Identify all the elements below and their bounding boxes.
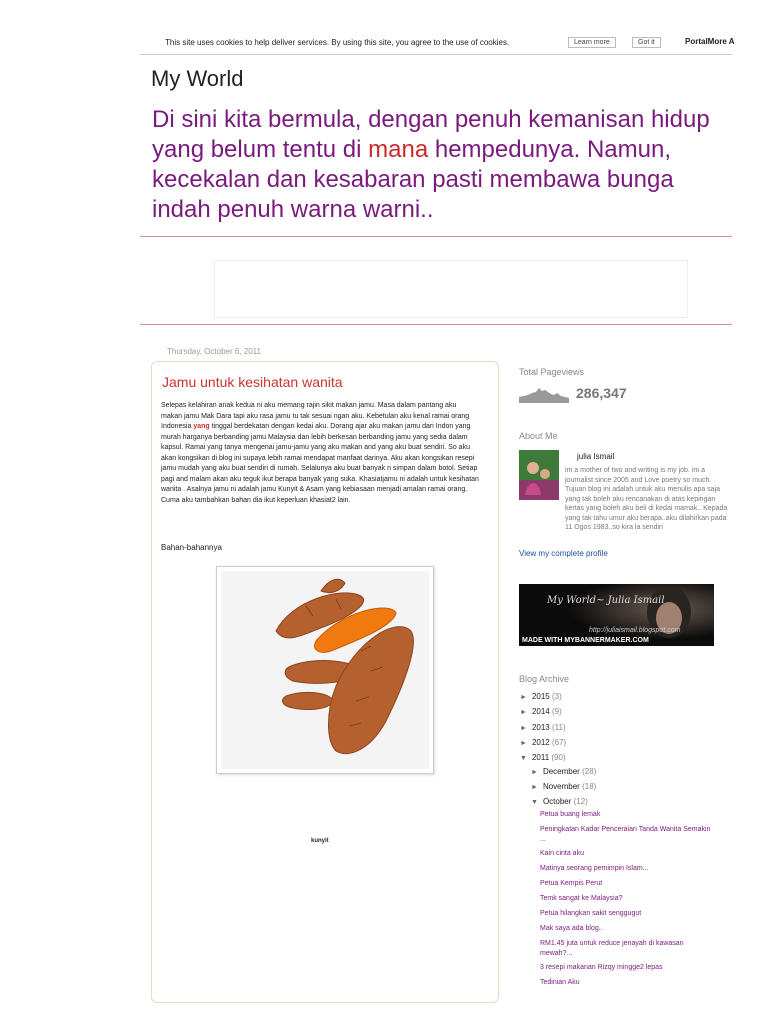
archive-post-link[interactable]: Petua buang lemak [540,811,601,818]
post-body-part1: Selepas kelahiran anak kedua ni aku memang rajin sikit makan jamu. Masa dalam pantang aku makan jamu Mak Dara tapi aku rasa jamu tu tak sesuai ngan aku. Kebetulan aku kenal ramai orang Indonesia [161,402,470,430]
archive-month-label[interactable]: November [542,782,580,791]
portal-link[interactable]: PortalMore A [685,37,735,46]
content-divider [140,324,732,325]
about-heading: About Me [519,431,558,441]
cookie-notice-bar [140,34,735,55]
archive-count: (11) [551,723,566,732]
archive-month-november[interactable] [531,782,596,791]
archive-count: (12) [573,797,588,806]
post-body [161,401,479,506]
blog-title[interactable]: My World [151,66,244,91]
archive-year-2013[interactable] [520,723,566,732]
expand-toggle-icon[interactable]: ► [520,725,527,732]
archive-count: (90) [551,753,566,762]
archive-heading: Blog Archive [519,674,570,684]
archive-year-2014[interactable] [520,707,562,716]
profile-name[interactable]: julia Ismail [577,452,615,461]
archive-year-label[interactable]: 2012 [531,738,550,747]
header-divider [140,236,732,237]
turmeric-image [221,571,429,769]
got-it-button[interactable]: Got it [632,37,661,48]
archive-count: (28) [582,767,597,776]
archive-year-label[interactable]: 2015 [531,692,550,701]
archive-post-link[interactable]: Tedinian Aku [540,979,580,986]
archive-count: (67) [551,738,567,747]
cookie-message: This site uses cookies to help deliver services. By using this site, you agree to the use of cookies. [165,38,510,47]
ad-placeholder [214,260,688,318]
blog-description-part1: Di sini kita bermula, dengan penuh kemanisan hidup yang belum tentu di [152,106,710,163]
profile-text: im a mother of two and writing is my job. im a journalist since 2005 and Love poetry so much. Tujuan blog ini adalah untuk aku menulis apa saja yang tak boleh aku rencanakan di atas kepingan kertas yang boleh aku beli di kedai mamak.. Kepada yang tak tahu umur aku berapa..aku dilahirkan pada 11 Ogos 1983..so kira la sendiri [565,467,728,531]
archive-year-2015[interactable] [520,692,562,701]
banner-url: http://juliaismail.blogspot.com [589,627,681,634]
archive-post-link[interactable]: Kain cinta aku [540,850,584,857]
blog-description-part2: hempedunya. Namun, kecekalan dan kesabaran pasti membawa bunga indah penuh warna warni.. [152,136,674,223]
blog-banner[interactable] [519,584,714,646]
pageviews-count: 286,347 [576,385,627,401]
expand-toggle-icon[interactable]: ► [520,740,527,747]
post-body-part2: tinggal berdekatan dengan kedai aku. Dorang ajar aku makan jamu dari Indon yang murah harganya berbanding jamu Malaysia dan lebih berkesan berbanding jamu yang sedia dalam kapsul. Ramai yang tanya mengenai jamu-jamu yang aku makan and yang aku buat sendiri. So aku akan kongsikan di blog ini supaya lebih ramai mendapat manfaat darinya. Aku akan kongsikan resepi jamu mudah yang aku buat sendiri di rumah. Selalunya aku buat banyak n simpan dalam botol. Setiap pagi and malam akan aku teguk ikut berapa banyak yang suka. Khasiatjamu ni adalah untuk kesihatan wanita . Asalnya jamu ni adalah jamu Kunyit & Asam yang kebiasaan menjadi amalan ramai orang. Cuma aku tambahkan bahan dia ikut keperluan khasiat2 lain. [161,423,479,504]
archive-count: (3) [551,692,562,701]
archive-post-link[interactable]: Petua hilangkan sakit senggugut [540,910,642,917]
archive-year-label[interactable]: 2013 [531,723,550,732]
archive-year-label[interactable]: 2011 [531,753,550,762]
learn-more-button[interactable]: Learn more [568,37,616,48]
collapse-toggle-icon[interactable]: ▼ [531,799,538,806]
archive-post-link[interactable]: Temk sangat ke Malaysia? [540,895,623,902]
post-subheading: Bahan-bahannya [161,543,222,552]
archive-post-link[interactable]: Petua Kempis Perut [540,880,603,887]
profile-avatar[interactable] [519,450,559,500]
archive-month-october[interactable] [531,797,588,806]
expand-toggle-icon[interactable]: ► [531,769,538,776]
post-date: Thursday, October 6, 2011 [167,347,261,356]
archive-count: (9) [551,707,562,716]
banner-title: My World~ Julia Ismail [547,595,665,606]
archive-post-link[interactable]: Matinya seorang pemimpin Islam... [540,865,649,872]
blog-description-highlight: mana [368,136,429,163]
view-profile-link[interactable]: View my complete profile [519,549,608,558]
expand-toggle-icon[interactable]: ► [520,694,527,701]
turmeric-photo[interactable] [216,566,434,774]
archive-post-link[interactable]: Peningkatan Kadar Penceraian Tanda Wanita Semakin ... [540,826,711,843]
post-body-link[interactable]: yang [193,423,210,430]
archive-year-2011[interactable] [520,753,566,762]
banner-maker-credit[interactable]: MADE WITH MYBANNERMAKER.COM [522,637,649,644]
archive-month-december[interactable] [531,767,596,776]
archive-post-link[interactable]: RM1.45 juta untuk reduce jenayah di kawasan mewah?... [540,940,684,957]
archive-post-link[interactable]: 3 resepi makanan Rizqy mingge2 lepas [540,964,663,971]
archive-month-label[interactable]: December [542,767,580,776]
post-title[interactable]: Jamu untuk kesihatan wanita [162,374,343,390]
archive-year-label[interactable]: 2014 [531,707,550,716]
archive-year-2012[interactable] [520,738,566,747]
pageviews-sparkline [519,383,569,403]
expand-toggle-icon[interactable]: ► [531,784,538,791]
blog-description [152,105,732,225]
expand-toggle-icon[interactable]: ► [520,709,527,716]
archive-month-label[interactable]: October [542,797,572,806]
archive-count: (18) [582,782,597,791]
archive-post-link[interactable]: Mak saya ada blog.. [540,925,603,932]
collapse-toggle-icon[interactable]: ▼ [520,755,527,762]
pageviews-heading: Total Pageviews [519,367,585,377]
image-caption: kunyit [311,838,329,844]
